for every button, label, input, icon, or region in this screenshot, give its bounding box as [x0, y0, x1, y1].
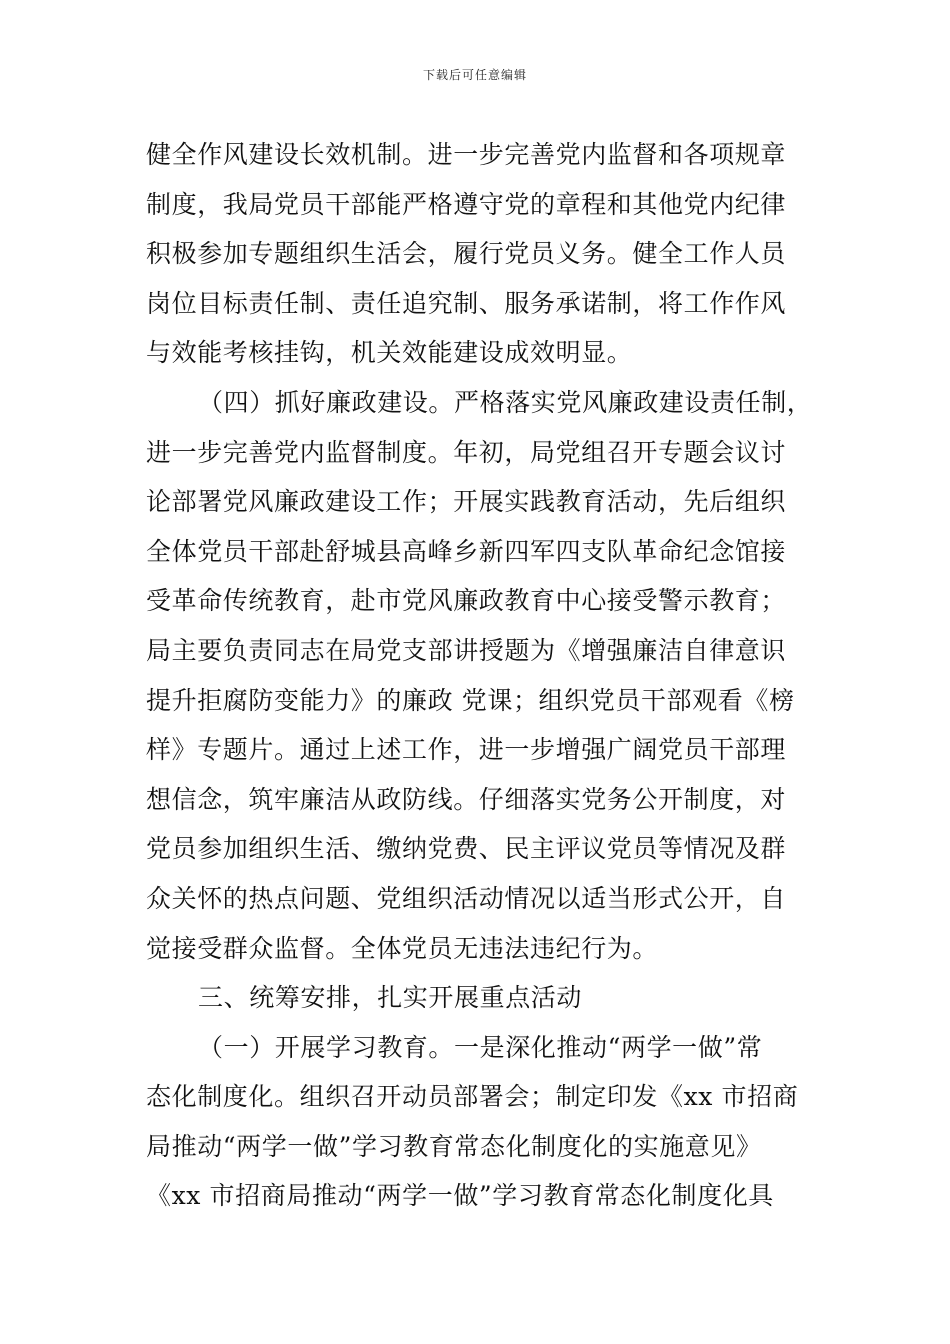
- body-line: 局主要负责同志在局党支部讲授题为《增强廉洁自律意识: [146, 635, 787, 665]
- body-line: 全体党员干部赴舒城县高峰乡新四军四支队革命纪念馆接: [146, 536, 787, 566]
- paragraph-start-line: （一）开展学习教育。一是深化推动“两学一做”常: [198, 1032, 763, 1062]
- body-line: 觉接受群众监督。全体党员无违法违纪行为。: [146, 933, 659, 963]
- body-line: 想信念，筑牢廉洁从政防线。仔细落实党务公开制度，对: [146, 784, 787, 814]
- body-line: 岗位目标责任制、责任追究制、服务承诺制，将工作作风: [146, 288, 787, 318]
- body-line: 健全作风建设长效机制。进一步完善党内监督和各项规章: [146, 140, 787, 169]
- page-header: 下载后可任意编辑: [422, 68, 527, 82]
- body-line: 样》专题片。通过上述工作，进一步增强广阔党员干部理: [146, 735, 787, 765]
- body-line: 与效能考核挂钩，机关效能建设成效明显。: [146, 338, 633, 368]
- body-line: 众关怀的热点问题、党组织活动情况以适当形式公开，自: [146, 883, 787, 913]
- section-heading: 三、统筹安排，扎实开展重点活动: [198, 983, 583, 1013]
- body-line: 提升拒腐防变能力》的廉政 党课；组织党员干部观看《榜: [146, 685, 795, 715]
- body-line: 制度，我局党员干部能严格遵守党的章程和其他党内纪律: [146, 189, 787, 219]
- body-line: 《xx 市招商局推动“两学一做”学习教育常态化制度化具: [146, 1181, 774, 1211]
- body-line: 态化制度化。组织召开动员部署会；制定印发《xx 市招商: [146, 1082, 799, 1112]
- body-line: 论部署党风廉政建设工作；开展实践教育活动，先后组织: [146, 487, 787, 517]
- body-line: 积极参加专题组织生活会，履行党员义务。健全工作人员: [146, 239, 787, 269]
- body-line: 进一步完善党内监督制度。年初，局党组召开专题会议讨: [146, 437, 787, 467]
- body-line: 受革命传统教育，赴市党风廉政教育中心接受警示教育；: [146, 586, 787, 616]
- body-line: 局推动“两学一做”学习教育常态化制度化的实施意见》: [146, 1131, 762, 1161]
- paragraph-start-line: （四）抓好廉政建设。严格落实党风廉政建设责任制，: [198, 387, 813, 417]
- body-line: 党员参加组织生活、缴纳党费、民主评议党员等情况及群: [146, 834, 787, 864]
- document-body: [146, 130, 816, 1221]
